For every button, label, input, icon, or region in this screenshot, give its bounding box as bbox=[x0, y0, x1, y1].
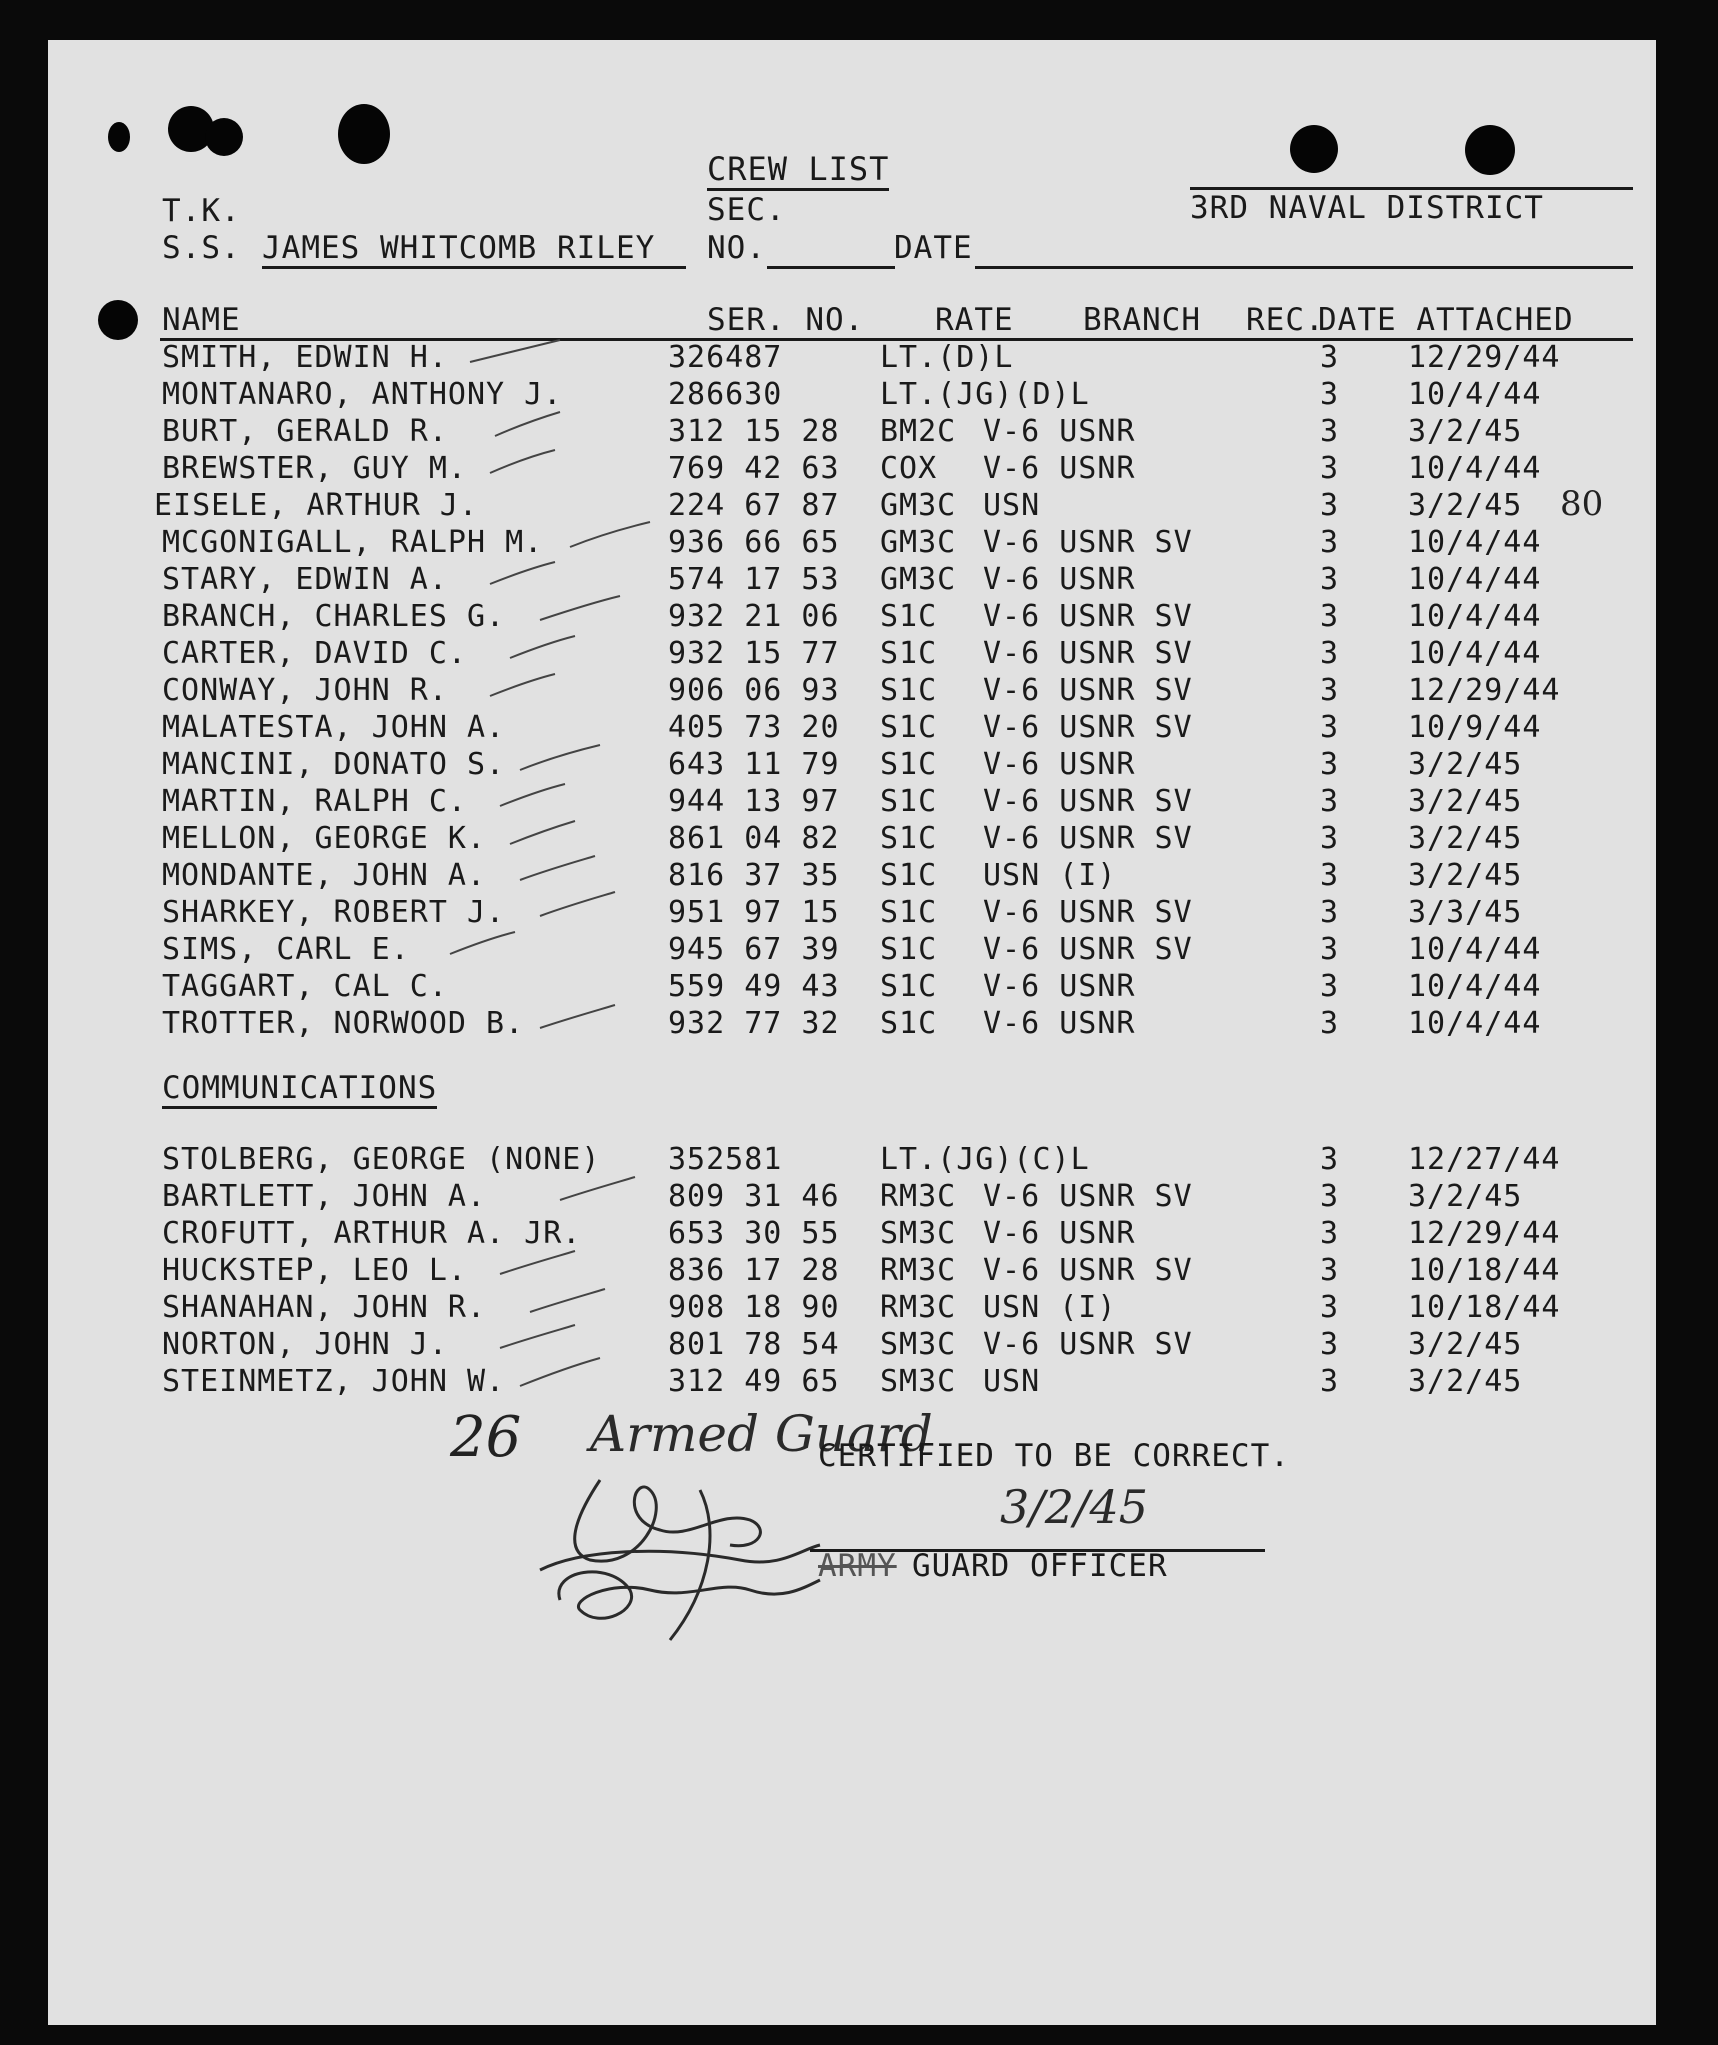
crew-date: 12/29/44 bbox=[1408, 1216, 1561, 1251]
crew-name: BRANCH, CHARLES G. bbox=[162, 599, 506, 634]
column-header-rate: RATE bbox=[935, 302, 1014, 338]
crew-name: MELLON, GEORGE K. bbox=[162, 821, 487, 856]
signature-rule bbox=[810, 1549, 1265, 1552]
crew-ser-no: 936 66 65 bbox=[668, 525, 840, 560]
crew-branch: V-6 USNR SV bbox=[983, 599, 1193, 634]
crew-name: BARTLETT, JOHN A. bbox=[162, 1179, 487, 1214]
crew-name: MARTIN, RALPH C. bbox=[162, 784, 467, 819]
crew-rate: SM3C bbox=[880, 1216, 957, 1251]
crew-branch: V-6 USNR SV bbox=[983, 673, 1193, 708]
crew-name: STEINMETZ, JOHN W. bbox=[162, 1364, 506, 1399]
crew-date: 3/3/45 bbox=[1408, 895, 1523, 930]
crew-ser-no: 653 30 55 bbox=[668, 1216, 840, 1251]
crew-date: 10/9/44 bbox=[1408, 710, 1542, 745]
crew-rate: S1C bbox=[880, 747, 938, 782]
crew-rec: 3 bbox=[1320, 1327, 1340, 1362]
ship-name: JAMES WHITCOMB RILEY bbox=[262, 230, 686, 269]
crew-rec: 3 bbox=[1320, 858, 1340, 893]
crew-ser-no: 906 06 93 bbox=[668, 673, 840, 708]
crew-rate: S1C bbox=[880, 784, 938, 819]
crew-rate: RM3C bbox=[880, 1290, 957, 1325]
crew-date: 3/2/45 bbox=[1408, 747, 1523, 782]
column-header-ser-no: SER. NO. bbox=[707, 302, 865, 338]
crew-rec: 3 bbox=[1320, 636, 1340, 671]
crew-rate: BM2C bbox=[880, 414, 957, 449]
crew-date: 10/4/44 bbox=[1408, 377, 1542, 412]
communications-heading: COMMUNICATIONS bbox=[162, 1070, 437, 1109]
crew-branch: USN (I) bbox=[983, 1290, 1117, 1325]
crew-branch: USN bbox=[983, 1364, 1041, 1399]
crew-date: 12/27/44 bbox=[1408, 1142, 1561, 1177]
crew-ser-no: 816 37 35 bbox=[668, 858, 840, 893]
crew-rate: S1C bbox=[880, 821, 938, 856]
tk-label: T.K. bbox=[162, 193, 241, 229]
crew-date: 12/29/44 bbox=[1408, 673, 1561, 708]
crew-rec: 3 bbox=[1320, 1290, 1340, 1325]
crew-name: BURT, GERALD R. bbox=[162, 414, 448, 449]
crew-ser-no: 574 17 53 bbox=[668, 562, 840, 597]
no-label: NO. bbox=[707, 230, 766, 266]
crew-name: CONWAY, JOHN R. bbox=[162, 673, 448, 708]
crew-date: 3/2/45 bbox=[1408, 858, 1523, 893]
guard-officer-label: GUARD OFFICER bbox=[912, 1548, 1168, 1584]
crew-ser-no: 945 67 39 bbox=[668, 932, 840, 967]
crew-date: 10/4/44 bbox=[1408, 1006, 1542, 1041]
crew-rec: 3 bbox=[1320, 1364, 1340, 1399]
crew-name: CARTER, DAVID C. bbox=[162, 636, 467, 671]
crew-rate: LT.(D)L bbox=[880, 340, 1014, 375]
crew-rate: S1C bbox=[880, 673, 938, 708]
crew-rec: 3 bbox=[1320, 784, 1340, 819]
crew-name: SIMS, CARL E. bbox=[162, 932, 410, 967]
crew-branch: V-6 USNR SV bbox=[983, 1253, 1193, 1288]
crew-rec: 3 bbox=[1320, 1216, 1340, 1251]
crew-rate: RM3C bbox=[880, 1253, 957, 1288]
crew-date: 10/18/44 bbox=[1408, 1290, 1561, 1325]
crew-ser-no: 312 15 28 bbox=[668, 414, 840, 449]
crew-rec: 3 bbox=[1320, 340, 1340, 375]
crew-branch: V-6 USNR bbox=[983, 451, 1136, 486]
struck-word: ARMY bbox=[818, 1548, 897, 1584]
crew-date: 12/29/44 bbox=[1408, 340, 1561, 375]
crew-date: 3/2/45 bbox=[1408, 1179, 1523, 1214]
crew-name: CROFUTT, ARTHUR A. JR. bbox=[162, 1216, 582, 1251]
crew-date: 3/2/45 bbox=[1408, 1327, 1523, 1362]
crew-ser-no: 944 13 97 bbox=[668, 784, 840, 819]
crew-branch: V-6 USNR SV bbox=[983, 821, 1193, 856]
crew-branch: V-6 USNR SV bbox=[983, 932, 1193, 967]
crew-rec: 3 bbox=[1320, 747, 1340, 782]
crew-rec: 3 bbox=[1320, 1179, 1340, 1214]
crew-name: MONDANTE, JOHN A. bbox=[162, 858, 487, 893]
date-label: DATE bbox=[894, 230, 973, 266]
crew-date: 10/4/44 bbox=[1408, 969, 1542, 1004]
column-header-name: NAME bbox=[162, 302, 241, 338]
handwritten-total: 26 bbox=[450, 1405, 522, 1470]
crew-branch: V-6 USNR SV bbox=[983, 784, 1193, 819]
crew-name: MANCINI, DONATO S. bbox=[162, 747, 506, 782]
crew-rec: 3 bbox=[1320, 562, 1340, 597]
crew-name: STARY, EDWIN A. bbox=[162, 562, 448, 597]
crew-ser-no: 224 67 87 bbox=[668, 488, 840, 523]
crew-rec: 3 bbox=[1320, 451, 1340, 486]
crew-ser-no: 326487 bbox=[668, 340, 783, 375]
crew-date: 3/2/45 bbox=[1408, 488, 1523, 523]
crew-name: SMITH, EDWIN H. bbox=[162, 340, 448, 375]
crew-name: MALATESTA, JOHN A. bbox=[162, 710, 506, 745]
crew-ser-no: 908 18 90 bbox=[668, 1290, 840, 1325]
crew-ser-no: 809 31 46 bbox=[668, 1179, 840, 1214]
crew-ser-no: 801 78 54 bbox=[668, 1327, 840, 1362]
crew-name: SHARKEY, ROBERT J. bbox=[162, 895, 506, 930]
page-title: CREW LIST bbox=[707, 150, 889, 191]
crew-rec: 3 bbox=[1320, 821, 1340, 856]
crew-rate: S1C bbox=[880, 969, 938, 1004]
crew-rec: 3 bbox=[1320, 895, 1340, 930]
crew-rate: S1C bbox=[880, 599, 938, 634]
crew-branch: USN bbox=[983, 488, 1041, 523]
crew-ser-no: 286630 bbox=[668, 377, 783, 412]
handwritten-armed-guard: Armed Guard bbox=[590, 1405, 933, 1463]
crew-rec: 3 bbox=[1320, 525, 1340, 560]
crew-name: BREWSTER, GUY M. bbox=[162, 451, 467, 486]
crew-rate: GM3C bbox=[880, 488, 957, 523]
crew-rate: S1C bbox=[880, 895, 938, 930]
crew-rec: 3 bbox=[1320, 599, 1340, 634]
crew-rate: S1C bbox=[880, 932, 938, 967]
crew-ser-no: 643 11 79 bbox=[668, 747, 840, 782]
crew-rate: COX bbox=[880, 451, 938, 486]
crew-rate: LT.(JG)(D)L bbox=[880, 377, 1090, 412]
crew-date: 10/4/44 bbox=[1408, 562, 1542, 597]
crew-branch: V-6 USNR SV bbox=[983, 1179, 1193, 1214]
crew-rate: S1C bbox=[880, 1006, 938, 1041]
crew-rate: S1C bbox=[880, 858, 938, 893]
sec-label: SEC. bbox=[707, 192, 786, 228]
crew-ser-no: 312 49 65 bbox=[668, 1364, 840, 1399]
crew-rate: SM3C bbox=[880, 1364, 957, 1399]
crew-branch: V-6 USNR bbox=[983, 562, 1136, 597]
crew-branch: V-6 USNR bbox=[983, 1006, 1136, 1041]
crew-name: SHANAHAN, JOHN R. bbox=[162, 1290, 487, 1325]
crew-name: MCGONIGALL, RALPH M. bbox=[162, 525, 544, 560]
crew-rec: 3 bbox=[1320, 377, 1340, 412]
crew-rec: 3 bbox=[1320, 673, 1340, 708]
crew-ser-no: 861 04 82 bbox=[668, 821, 840, 856]
crew-ser-no: 932 77 32 bbox=[668, 1006, 840, 1041]
crew-ser-no: 769 42 63 bbox=[668, 451, 840, 486]
crew-date: 10/4/44 bbox=[1408, 525, 1542, 560]
crew-rec: 3 bbox=[1320, 1006, 1340, 1041]
crew-rec: 3 bbox=[1320, 488, 1340, 523]
crew-date: 10/4/44 bbox=[1408, 932, 1542, 967]
crew-name: STOLBERG, GEORGE (NONE) bbox=[162, 1142, 601, 1177]
crew-ser-no: 951 97 15 bbox=[668, 895, 840, 930]
crew-branch: V-6 USNR SV bbox=[983, 1327, 1193, 1362]
crew-rate: RM3C bbox=[880, 1179, 957, 1214]
crew-name: TAGGART, CAL C. bbox=[162, 969, 448, 1004]
crew-ser-no: 932 15 77 bbox=[668, 636, 840, 671]
crew-ser-no: 405 73 20 bbox=[668, 710, 840, 745]
crew-branch: V-6 USNR SV bbox=[983, 636, 1193, 671]
crew-branch: V-6 USNR bbox=[983, 747, 1136, 782]
crew-date: 10/4/44 bbox=[1408, 636, 1542, 671]
crew-branch: V-6 USNR SV bbox=[983, 710, 1193, 745]
crew-rec: 3 bbox=[1320, 414, 1340, 449]
crew-name: HUCKSTEP, LEO L. bbox=[162, 1253, 467, 1288]
crew-rec: 3 bbox=[1320, 932, 1340, 967]
crew-date: 10/4/44 bbox=[1408, 451, 1542, 486]
crew-ser-no: 352581 bbox=[668, 1142, 783, 1177]
crew-branch: USN (I) bbox=[983, 858, 1117, 893]
crew-rec: 3 bbox=[1320, 1253, 1340, 1288]
crew-name: EISELE, ARTHUR J. bbox=[154, 488, 479, 523]
crew-rec: 3 bbox=[1320, 710, 1340, 745]
crew-name: NORTON, JOHN J. bbox=[162, 1327, 448, 1362]
crew-rec: 3 bbox=[1320, 969, 1340, 1004]
column-header-date-attached: DATE ATTACHED bbox=[1318, 302, 1574, 338]
crew-rate: S1C bbox=[880, 710, 938, 745]
crew-branch: V-6 USNR bbox=[983, 969, 1136, 1004]
column-header-branch: BRANCH bbox=[1083, 302, 1201, 338]
crew-date: 3/2/45 bbox=[1408, 1364, 1523, 1399]
district: 3RD NAVAL DISTRICT bbox=[1190, 190, 1544, 226]
crew-name: MONTANARO, ANTHONY J. bbox=[162, 377, 563, 412]
crew-branch: V-6 USNR bbox=[983, 414, 1136, 449]
handwritten-date: 3/2/45 bbox=[1000, 1480, 1149, 1534]
crew-ser-no: 836 17 28 bbox=[668, 1253, 840, 1288]
crew-rate: S1C bbox=[880, 636, 938, 671]
crew-rec: 3 bbox=[1320, 1142, 1340, 1177]
crew-branch: V-6 USNR SV bbox=[983, 525, 1193, 560]
crew-rate: LT.(JG)(C)L bbox=[880, 1142, 1090, 1177]
crew-date: 10/4/44 bbox=[1408, 599, 1542, 634]
crew-ser-no: 559 49 43 bbox=[668, 969, 840, 1004]
certification-text: CERTIFIED TO BE CORRECT. bbox=[818, 1438, 1290, 1474]
crew-ser-no: 932 21 06 bbox=[668, 599, 840, 634]
crew-date: 3/2/45 bbox=[1408, 414, 1523, 449]
crew-branch: V-6 USNR SV bbox=[983, 895, 1193, 930]
crew-date: 3/2/45 bbox=[1408, 821, 1523, 856]
crew-branch: V-6 USNR bbox=[983, 1216, 1136, 1251]
crew-rate: GM3C bbox=[880, 562, 957, 597]
crew-rate: SM3C bbox=[880, 1327, 957, 1362]
margin-note: 80 bbox=[1560, 484, 1604, 524]
crew-rate: GM3C bbox=[880, 525, 957, 560]
crew-name: TROTTER, NORWOOD B. bbox=[162, 1006, 525, 1041]
column-header-rec: REC. bbox=[1246, 302, 1325, 338]
crew-date: 3/2/45 bbox=[1408, 784, 1523, 819]
ship-label: S.S. bbox=[162, 230, 241, 266]
crew-date: 10/18/44 bbox=[1408, 1253, 1561, 1288]
